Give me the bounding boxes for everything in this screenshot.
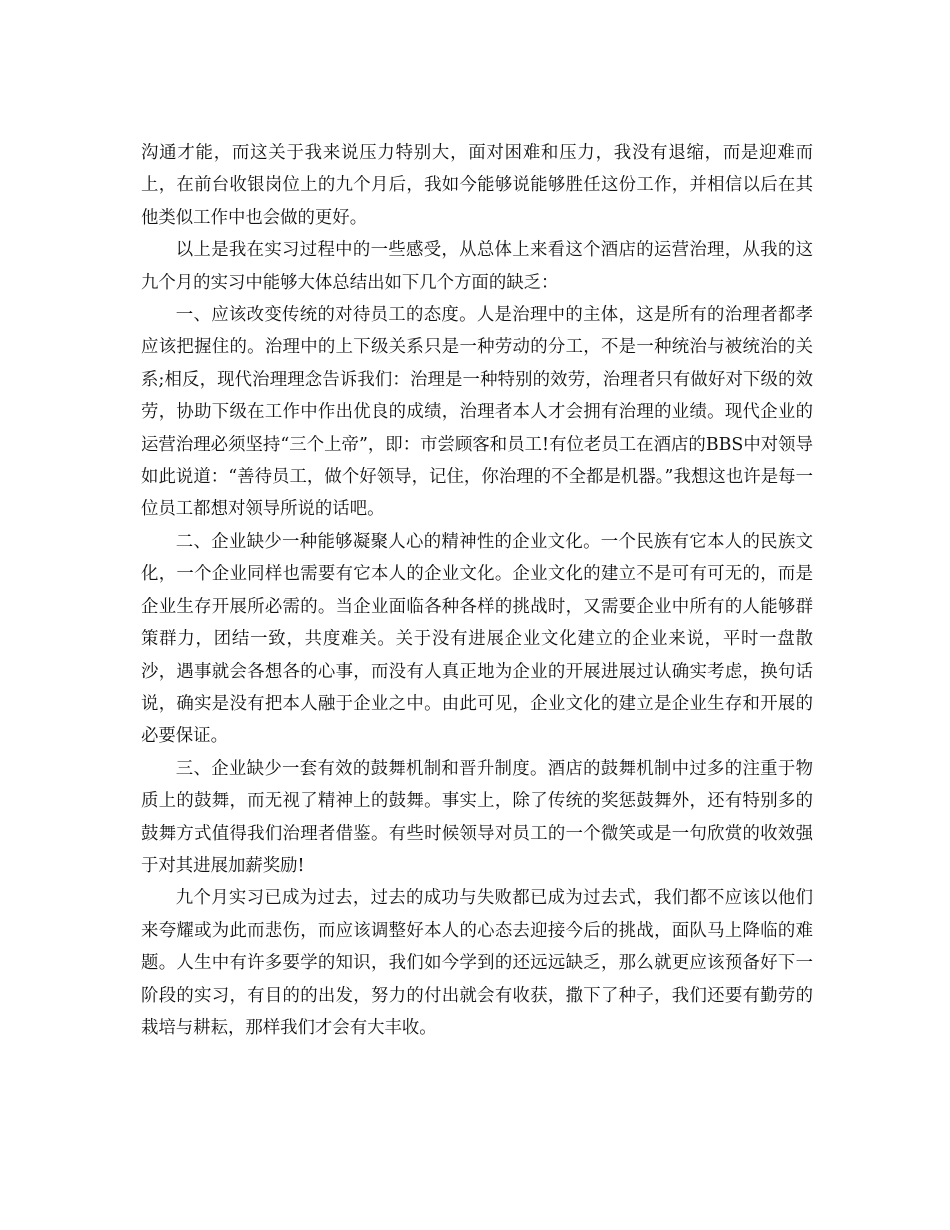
paragraph-continuation: 沟通才能，而这关于我来说压力特别大，面对困难和压力，我没有退缩，而是迎难而上，在前台收银岗位上的九个月后，我如今能够说能够胜任这份工作，并相信以后在其他类似工作中也会做的更好。	[141, 143, 813, 228]
paragraph-conclusion: 九个月实习已成为过去，过去的成功与失败都已成为过去式，我们都不应该以他们来夸耀或为此而悲伤，而应该调整好本人的心态去迎接今后的挑战，面队马上降临的难题。人生中有许多要学的知识，我们如今学到的还远远缺乏，那么就更应该预备好下一阶段的实习，有目的的出发，努力的付出就会有收获，撒下了种子，我们还要有勤劳的栽培与耕耘，那样我们才会有大丰收。	[141, 888, 813, 1038]
paragraph-point-two: 二、企业缺少一种能够凝聚人心的精神性的企业文化。一个民族有它本人的民族文化，一个企业同样也需要有它本人的企业文化。企业文化的建立不是可有可无的，而是企业生存开展所必需的。当企业面临各种各样的挑战时，又需要企业中所有的人能够群策群力，团结一致，共度难关。关于没有进展企业文化建立的企业来说，平时一盘散沙，遇事就会各想各的心事，而没有人真正地为企业的开展进展过认确实考虑，换句话说，确实是没有把本人融于企业之中。由此可见，企业文化的建立是企业生存和开展的必要保证。	[141, 531, 813, 747]
paragraph-summary-intro: 以上是我在实习过程中的一些感受，从总体上来看这个酒店的运营治理，从我的这九个月的实习中能够大体总结出如下几个方面的缺乏：	[141, 240, 813, 293]
document-body	[141, 137, 813, 1044]
paragraph-point-one: 一、应该改变传统的对待员工的态度。人是治理中的主体，这是所有的治理者都孝应该把握住的。治理中的上下级关系只是一种劳动的分工，不是一种统治与被统治的关系;相反，现代治理理念告诉我们：治理是一种特别的效劳，治理者只有做好对下级的效劳，协助下级在工作中作出优良的成绩，治理者本人才会拥有治理的业绩。现代企业的运营治理必须坚持“三个上帝”，即：市尝顾客和员工!有位老员工在酒店的BBS中对领导如此说道：“善待员工，做个好领导，记住，你治理的不全都是机器。”我想这也许是每一位员工都想对领导所说的话吧。	[141, 305, 813, 520]
paragraph-point-three: 三、企业缺少一套有效的鼓舞机制和晋升制度。酒店的鼓舞机制中过多的注重于物质上的鼓舞，而无视了精神上的鼓舞。事实上，除了传统的奖惩鼓舞外，还有特别多的鼓舞方式值得我们治理者借鉴。有些时候领导对员工的一个微笑或是一句欣赏的收效强于对其进展加薪奖励!	[141, 758, 813, 876]
